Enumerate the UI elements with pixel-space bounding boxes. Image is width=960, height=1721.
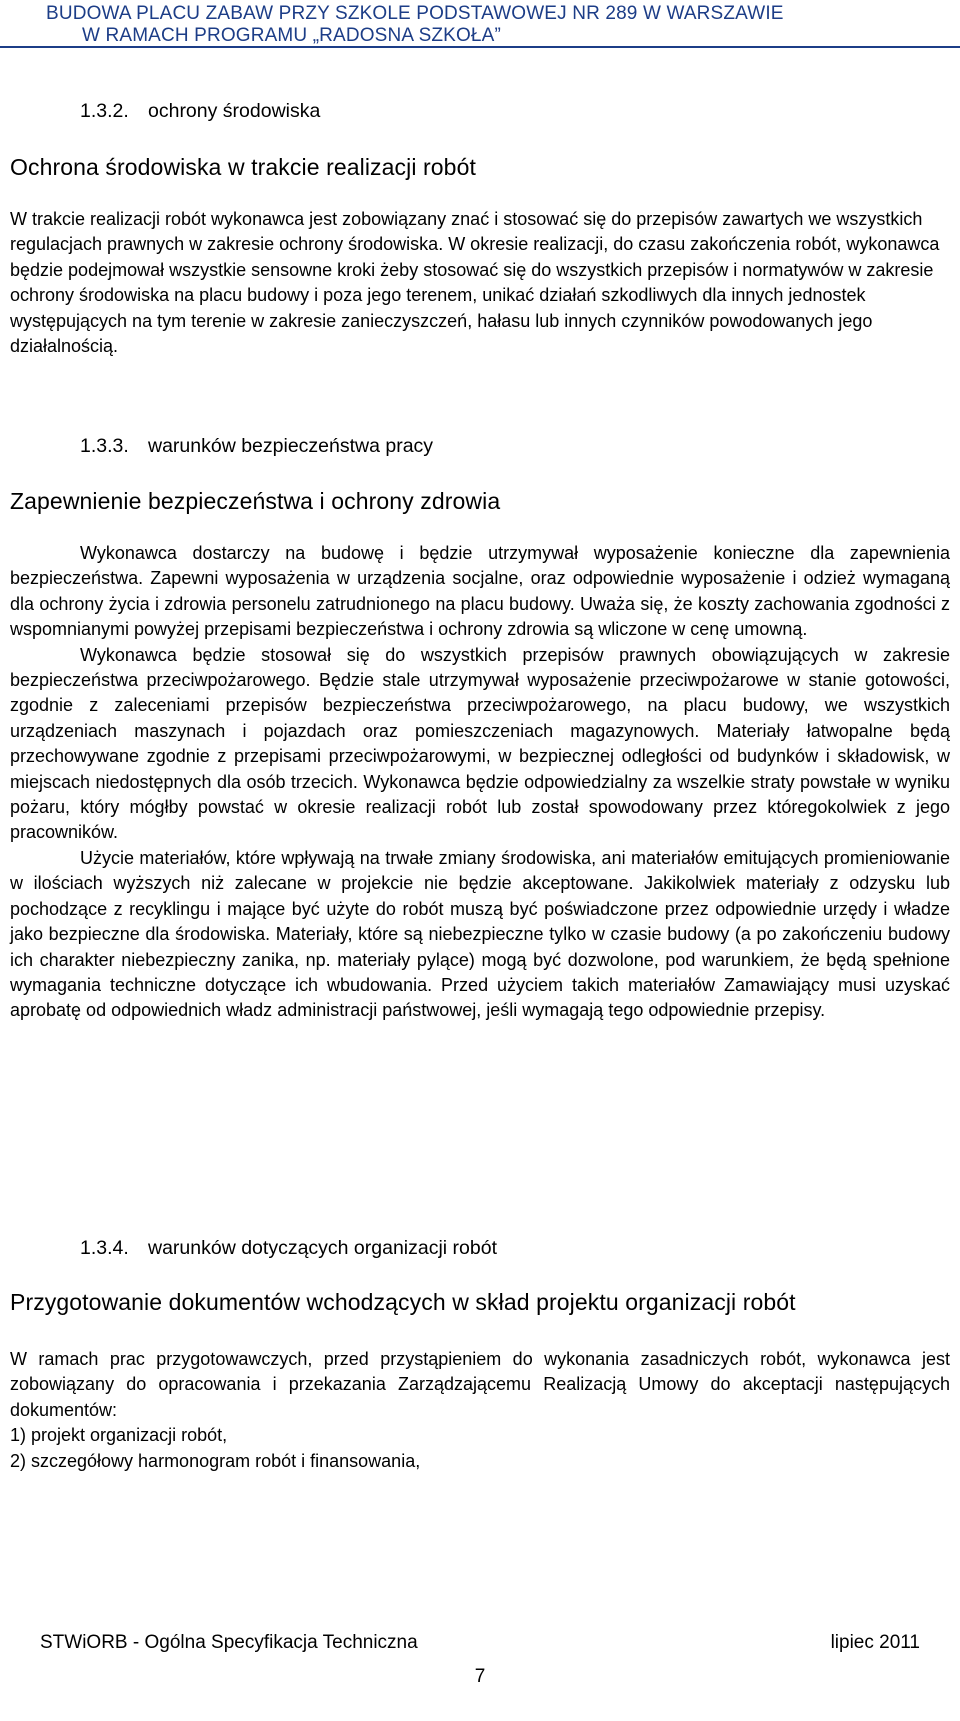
page-footer (0, 1626, 960, 1721)
paragraph-text: Wykonawca będzie stosował się do wszystkich przepisów prawnych obowiązujących w zakresie bezpieczeństwa przeciwpożarowego. Będzie stale utrzymywał wyposażenie przeciwpożarowe w stanie gotowości, zgodnie z zaleceniami przepisów bezpieczeństwa przeciwpożarowego, na placu budowy, we wszystkich urządzeniach maszynach i pojazdach oraz pomieszczeniach magazynowych. Materiały łatwopalne będą przechowywane zgodnie z przepisami przeciwpożarowymi, w bezpiecznej odległości od budynków i składowisk, w miejscach niedostępnych dla osób trzecich. Wykonawca będzie odpowiedzialny za wszelkie straty powstałe w wyniku pożaru, który mógłby powstać w okresie realizacji robót lub został spowodowany przez któregokolwiek z jego pracowników. (10, 644, 950, 843)
header-title-line2: W RAMACH PROGRAMU „RADOSNA SZKOŁA” (82, 25, 501, 46)
section-title: warunków dotyczących organizacji robót (148, 1237, 498, 1259)
list-item: 2) szczegółowy harmonogram robót i finansowania, (10, 1450, 421, 1471)
section-number: 1.3.4. (80, 1237, 129, 1259)
section-132-title (0, 100, 320, 123)
page-header (0, 0, 960, 48)
paragraph-text: Wykonawca dostarczy na budowę i będzie utrzymywał wyposażenie konieczne dla zapewnienia bezpieczeństwa. Zapewni wyposażenia w urządzenia socjalne, oraz odpowiednie wyposażenie i odzież wymaganą dla ochrony życia i zdrowia personelu zatrudnionego na placu budowy. Uważa się, że koszty zachowania zgodności z wspomnianymi powyżej przepisami bezpieczeństwa i ochrony zdrowia są wliczone w cenę umowną. (10, 543, 950, 640)
paragraph-text: Użycie materiałów, które wpływają na trwałe zmiany środowiska, ani materiałów emitujących promieniowanie w ilościach wyższych niż zalecane w projekcie nie będzie akceptowane. Jakikolwiek materiały z odzysku lub pochodzące z recyklingu i mające być użyte do robót muszą być poświadczone przez odpowiednie urzędy i władze jako bezpieczne dla środowiska. Materiały, które są niebezpieczne tylko w czasie budowy (a po zakończeniu budowy ich charakter niebezpieczny zanika, np. materiały pylące) mogą być dozwolone, pod warunkiem, że będą spełnione wymagania techniczne dotyczące ich wbudowania. Przed użyciem takich materiałów Zamawiający musi uzyskać aprobatę od odpowiednich władz administracji państwowej, jeśli wymagają tego odpowiednie przepisy. (10, 847, 950, 1021)
section-number: 1.3.2. (80, 100, 129, 122)
section-133-heading: Zapewnienie bezpieczeństwa i ochrony zdrowia (10, 488, 501, 514)
footer-date: lipiec 2011 (830, 1632, 920, 1653)
section-133-paragraphs (10, 541, 950, 1024)
section-132-heading: Ochrona środowiska w trakcie realizacji robót (10, 154, 476, 180)
footer-document-name: STWiORB - Ogólna Specyfikacja Techniczna (40, 1632, 418, 1653)
section-134-heading: Przygotowanie dokumentów wchodzących w skład projektu organizacji robót (10, 1289, 796, 1315)
section-title: warunków bezpieczeństwa pracy (148, 435, 434, 457)
paragraph-text: W ramach prac przygotowawczych, przed przystąpieniem do wykonania zasadniczych robót, wykonawca jest zobowiązany do opracowania i przekazania Zarządzającemu Realizacją Umowy do akceptacji następujących dokumentów: (10, 1349, 950, 1420)
header-title-line1: BUDOWA PLACU ZABAW PRZY SZKOLE PODSTAWOWEJ NR 289 W WARSZAWIE (46, 3, 784, 24)
section-number: 1.3.3. (80, 435, 129, 457)
list-item: 1) projekt organizacji robót, (10, 1425, 228, 1446)
section-134-title (0, 1237, 497, 1260)
page-number: 7 (474, 1666, 486, 1687)
section-title: ochrony środowiska (148, 100, 321, 122)
section-134-body (10, 1347, 950, 1474)
section-132-paragraph (10, 207, 950, 359)
paragraph-text: W trakcie realizacji robót wykonawca jest zobowiązany znać i stosować się do przepisów zawartych we wszystkich regulacjach prawnych w zakresie ochrony środowiska. W okresie realizacji, do czasu zakończenia robót, wykonawca będzie podejmował wszystkie sensowne kroki żeby stosować się do wszystkich przepisów i normatywów w zakresie ochrony środowiska na placu budowy i poza jego terenem, unikać działań szkodliwych dla innych jednostek występujących na tym terenie w zakresie zanieczyszczeń, hałasu lub innych czynników powodowanych jego działalnością. (10, 209, 940, 357)
section-133-title (0, 435, 433, 458)
